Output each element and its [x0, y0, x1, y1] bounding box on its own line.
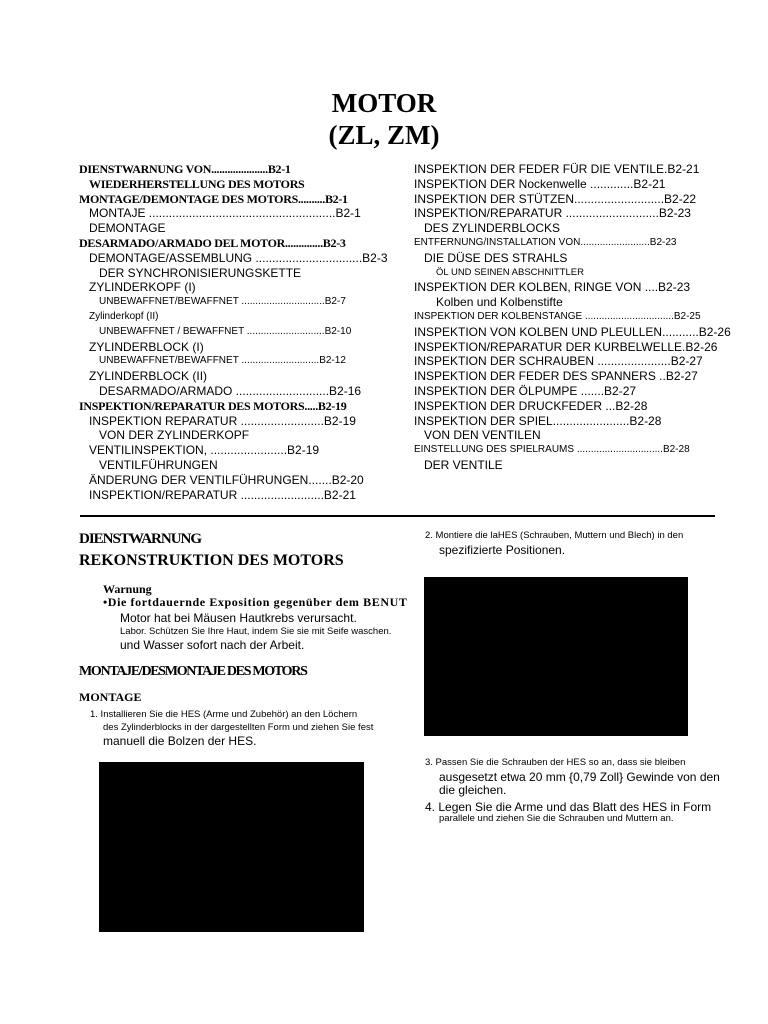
toc-entry: MONTAJE ........................................................B2-1 [89, 206, 361, 221]
toc-entry: INSPEKTION DER KOLBENSTANGE ................................B2-25 [414, 310, 701, 322]
toc-entry: INSPEKTION REPARATUR .........................B2-19 [89, 413, 356, 428]
toc-entry: VENTILFÜHRUNGEN [99, 457, 218, 472]
toc-entry: INSPEKTION DER KOLBEN, RINGE VON ....B2-23 [414, 280, 691, 295]
toc-entry: DIENSTWARNUNG VON.....................B2-1 [79, 162, 291, 176]
step-1-line-1: 1. Installieren Sie die HES (Arme und Zubehör) an den Löchern [90, 709, 358, 720]
toc-entry: INSPEKTION/REPARATUR ............................B2-23 [414, 206, 691, 221]
step-3-line-2: ausgesetzt etwa 20 mm {0,79 Zoll} Gewinde von den [439, 770, 720, 784]
figure-1-redacted [99, 762, 364, 932]
step-1-line-3: manuell die Bolzen der HES. [103, 734, 257, 748]
toc-entry: VENTILINSPEKTION, .......................B2-19 [89, 443, 320, 458]
toc-entry: ÖL UND SEINEN ABSCHNITTLER [436, 266, 584, 278]
toc-entry: INSPEKTION DER SPIEL.......................B2-28 [414, 413, 662, 428]
page-subtitle: (ZL, ZM) [328, 120, 440, 150]
toc-entry: VON DER ZYLINDERKOPF [99, 428, 250, 443]
toc-entry: INSPEKTION DER ÖLPUMPE .......B2-27 [414, 383, 637, 398]
section-heading-service-warning: DIENSTWARNUNG [79, 531, 202, 547]
step-1-line-2: des Zylinderblocks in der dargestellten Form und ziehen Sie fest [103, 722, 374, 733]
toc-entry: INSPEKTION DER STÜTZEN...........................B2-22 [414, 191, 697, 206]
toc-entry: INSPEKTION DER Nockenwelle .............B2-21 [414, 176, 666, 191]
toc-entry: UNBEWAFFNET/BEWAFFNET ............................B2-12 [99, 355, 346, 367]
toc-left-column [79, 162, 388, 502]
warning-text-line-2: Motor hat bei Mäusen Hautkrebs verursacht. [120, 611, 357, 625]
toc-entry: DES ZYLINDERBLOCKS [424, 221, 561, 236]
toc-entry: DER SYNCHRONISIERUNGSKETTE [99, 265, 302, 280]
toc-entry: DER VENTILE [424, 457, 503, 472]
toc-entry: ÄNDERUNG DER VENTILFÜHRUNGEN.......B2-20 [89, 472, 364, 487]
toc-entry: INSPEKTION/REPARATUR DES MOTORS.....B2-19 [79, 398, 347, 413]
step-3-line-1: 3. Passen Sie die Schrauben der HES so an, dass sie bleiben [425, 757, 686, 768]
figure-2-redacted [424, 577, 688, 736]
toc-entry: Kolben und Kolbenstifte [436, 295, 563, 310]
toc-entry: DESARMADO/ARMADO DEL MOTOR..............B2-3 [79, 235, 346, 250]
toc-entry: INSPEKTION/REPARATUR .........................B2-21 [89, 487, 356, 502]
step-4-line-1: 4. Legen Sie die Arme und das Blatt des HES in Form [425, 800, 712, 814]
warning-text-line-1: •Die fortdauernde Exposition gegenüber dem BENUT [103, 595, 408, 609]
toc-entry: DIE DÜSE DES STRAHLS [424, 250, 568, 265]
warning-text-line-4: und Wasser sofort nach der Arbeit. [120, 638, 305, 652]
toc-entry: ZYLINDERBLOCK (II) [89, 369, 208, 384]
step-2-line-2: spezifizierte Positionen. [439, 543, 566, 557]
warning-title: Warnung [103, 582, 152, 596]
toc-entry: DEMONTAGE [89, 221, 166, 236]
toc-entry: UNBEWAFFNET / BEWAFFNET ............................B2-10 [99, 325, 352, 337]
toc-entry: DEMONTAGE/ASSEMBLUNG ................................B2-3 [89, 250, 388, 265]
step-4-line-2: parallele und ziehen Sie die Schrauben und Muttern an. [439, 813, 674, 824]
section-heading-assembly: MONTAJE/DESMONTAJE DES MOTORS [79, 664, 307, 679]
toc-entry: ZYLINDERBLOCK (I) [89, 339, 204, 354]
toc-entry: WIEDERHERSTELLUNG DES MOTORS [89, 176, 305, 191]
toc-entry: INSPEKTION DER FEDER FÜR DIE VENTILE.B2-21 [414, 162, 700, 176]
toc-right-column [414, 162, 731, 473]
toc-entry: DESARMADO/ARMADO ............................B2-16 [99, 383, 362, 398]
step-2-line-1: 2. Montiere die laHES (Schrauben, Muttern und Blech) in den [425, 530, 684, 541]
toc-entry: INSPEKTION DER FEDER DES SPANNERS ..B2-27 [414, 369, 698, 384]
toc-entry: ZYLINDERKOPF (I) [89, 280, 196, 295]
toc-entry: INSPEKTION DER SCHRAUBEN ......................B2-27 [414, 354, 703, 369]
toc-entry: INSPEKTION/REPARATUR DER KURBELWELLE.B2-26 [414, 339, 718, 354]
page-title: MOTOR [331, 88, 437, 118]
toc-entry: INSPEKTION DER DRUCKFEDER ...B2-28 [414, 398, 648, 413]
toc-entry: VON DEN VENTILEN [424, 428, 541, 443]
toc-entry: Zylinderkopf (II) [89, 310, 159, 322]
section-heading-reconstruction: REKONSTRUKTION DES MOTORS [79, 552, 344, 569]
warning-text-line-3: Labor. Schützen Sie Ihre Haut, indem Sie sie mit Seife waschen. [120, 626, 392, 637]
toc-entry: UNBEWAFFNET/BEWAFFNET ..............................B2-7 [99, 296, 346, 308]
step-3-line-3: die gleichen. [439, 783, 507, 797]
section-divider [80, 515, 715, 517]
toc-entry: ENTFERNUNG/INSTALLATION VON.........................B2-23 [414, 236, 677, 248]
subheading-montage: MONTAGE [79, 690, 142, 704]
toc-entry: EINSTELLUNG DES SPIELRAUMS ...............................B2-28 [414, 444, 690, 456]
toc-entry: INSPEKTION VON KOLBEN UND PLEULLEN...........B2-26 [414, 324, 731, 339]
toc-entry: MONTAGE/DEMONTAGE DES MOTORS..........B2-1 [79, 191, 348, 206]
